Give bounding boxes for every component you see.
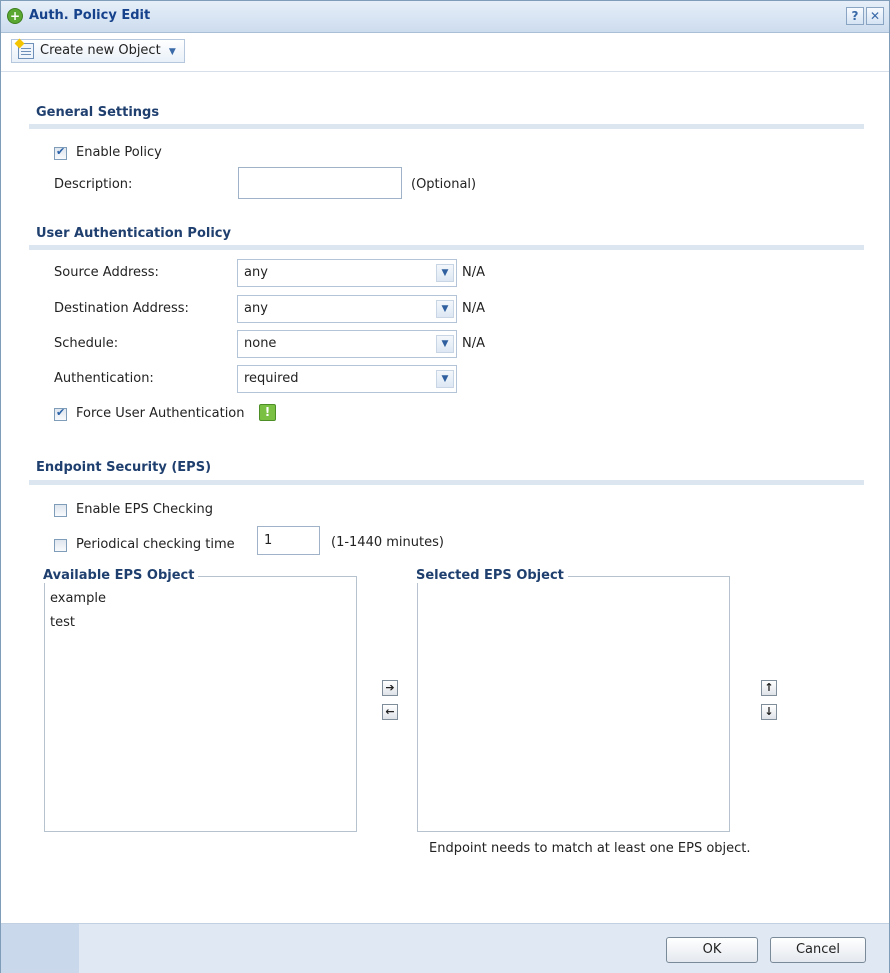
section-divider xyxy=(29,480,864,485)
schedule-select[interactable] xyxy=(237,330,457,358)
chevron-down-icon[interactable]: ▼ xyxy=(436,300,454,318)
selected-eps-object-list[interactable] xyxy=(416,568,730,832)
chevron-down-icon[interactable]: ▼ xyxy=(436,370,454,388)
source-address-label: Source Address: xyxy=(54,265,159,280)
force-user-auth-checkbox[interactable] xyxy=(54,408,67,421)
authentication-label: Authentication: xyxy=(54,371,154,386)
arrow-up-icon: ↑ xyxy=(764,681,774,694)
dialog-footer xyxy=(1,923,889,973)
section-title-user-auth: User Authentication Policy xyxy=(36,226,231,241)
exclamation-icon[interactable]: ! xyxy=(259,404,276,421)
section-title-eps: Endpoint Security (EPS) xyxy=(36,460,212,475)
section-divider xyxy=(29,124,864,129)
ok-button[interactable]: OK xyxy=(666,937,758,963)
description-label: Description: xyxy=(54,177,133,192)
section-title-general: General Settings xyxy=(36,105,160,120)
list-item[interactable]: test xyxy=(50,615,75,630)
cancel-button[interactable]: Cancel xyxy=(770,937,866,963)
available-eps-object-list[interactable] xyxy=(43,568,357,832)
periodical-time-input[interactable] xyxy=(257,526,320,555)
destination-address-select[interactable] xyxy=(237,295,457,323)
create-new-object-button[interactable] xyxy=(11,39,185,63)
enable-policy-label: Enable Policy xyxy=(76,145,162,160)
periodical-checking-checkbox[interactable] xyxy=(54,539,67,552)
arrow-down-icon: ↓ xyxy=(764,705,774,718)
periodical-time-hint: (1-1440 minutes) xyxy=(331,535,444,550)
toolbar xyxy=(1,33,889,72)
close-button[interactable]: ✕ xyxy=(866,7,884,25)
schedule-status: N/A xyxy=(462,336,485,351)
description-hint: (Optional) xyxy=(411,177,477,192)
authentication-select[interactable] xyxy=(237,365,457,393)
help-button[interactable]: ? xyxy=(846,7,864,25)
source-address-value: any xyxy=(244,265,268,280)
destination-address-label: Destination Address: xyxy=(54,301,189,316)
available-eps-object-title: Available EPS Object xyxy=(43,568,198,583)
periodical-checking-label: Periodical checking time xyxy=(76,537,235,552)
arrow-left-icon: ← xyxy=(385,705,395,718)
force-user-auth-label: Force User Authentication xyxy=(76,406,245,421)
title-bar xyxy=(1,1,889,33)
chevron-down-icon[interactable]: ▼ xyxy=(436,264,454,282)
list-item[interactable]: example xyxy=(50,591,106,606)
move-down-button[interactable] xyxy=(761,704,777,720)
section-divider xyxy=(29,245,864,250)
schedule-value: none xyxy=(244,336,277,351)
destination-address-value: any xyxy=(244,301,268,316)
source-address-status: N/A xyxy=(462,265,485,280)
enable-eps-checkbox[interactable] xyxy=(54,504,67,517)
schedule-label: Schedule: xyxy=(54,336,119,351)
add-circle-icon: + xyxy=(7,8,23,24)
create-new-object-label: Create new Object xyxy=(40,43,161,58)
move-up-button[interactable] xyxy=(761,680,777,696)
enable-eps-label: Enable EPS Checking xyxy=(76,502,213,517)
dialog-title: Auth. Policy Edit xyxy=(29,8,151,23)
new-object-icon xyxy=(18,43,34,59)
arrow-right-icon: ➔ xyxy=(385,681,395,694)
chevron-down-icon: ▼ xyxy=(168,47,176,57)
footer-side-panel xyxy=(1,924,79,973)
selected-eps-object-title: Selected EPS Object xyxy=(416,568,568,583)
description-input[interactable] xyxy=(238,167,402,199)
move-left-button[interactable] xyxy=(382,704,398,720)
eps-match-note: Endpoint needs to match at least one EPS object. xyxy=(429,841,751,856)
enable-policy-checkbox[interactable] xyxy=(54,147,67,160)
destination-address-status: N/A xyxy=(462,301,485,316)
source-address-select[interactable] xyxy=(237,259,457,287)
chevron-down-icon[interactable]: ▼ xyxy=(436,335,454,353)
move-right-button[interactable] xyxy=(382,680,398,696)
authentication-value: required xyxy=(244,371,299,386)
